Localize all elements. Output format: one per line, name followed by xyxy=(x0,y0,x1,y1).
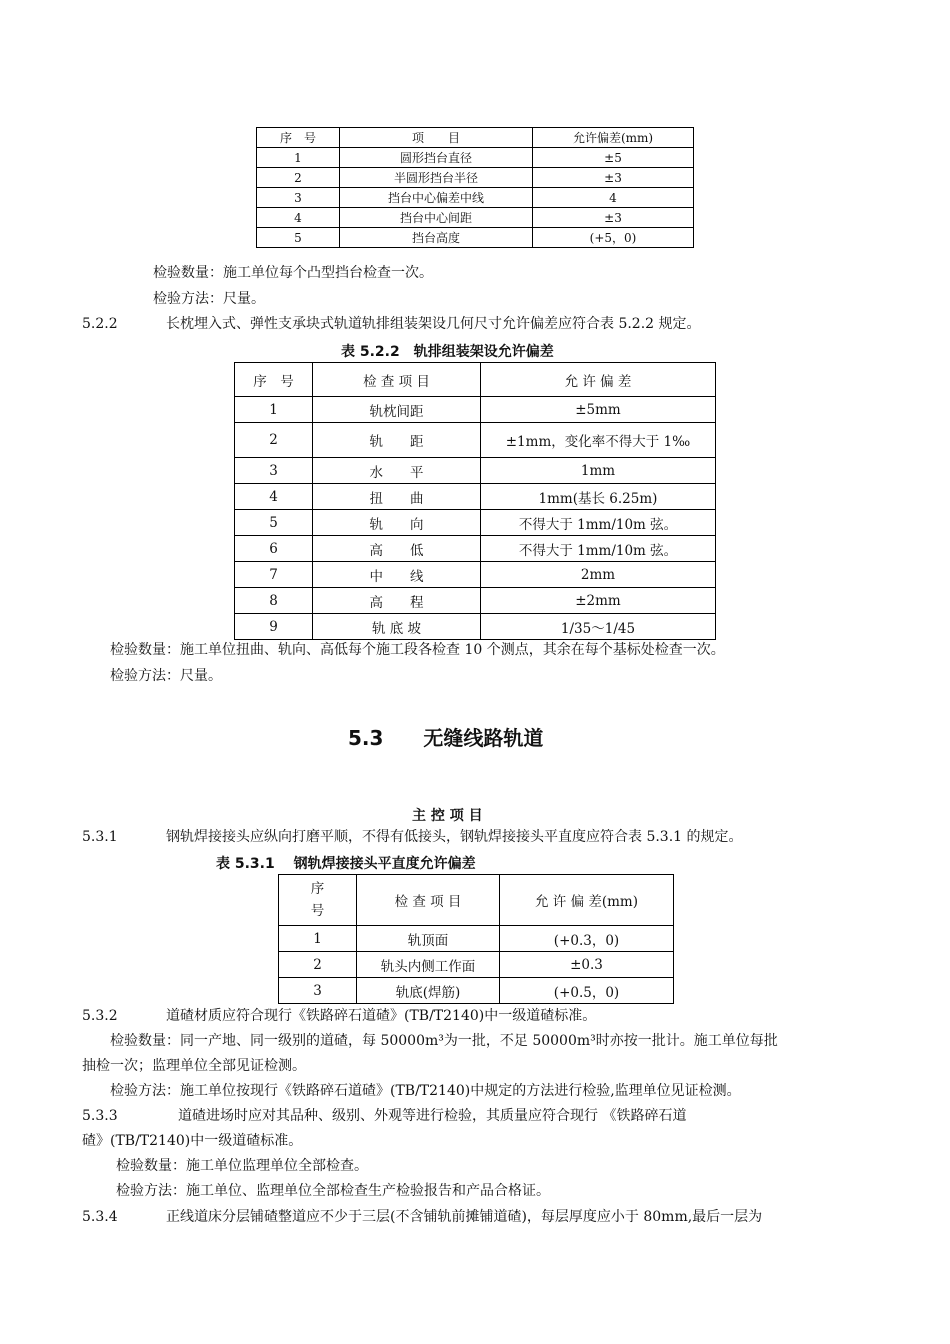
cell: 3 xyxy=(235,458,313,484)
cell: 半圆形挡台半径 xyxy=(340,168,533,188)
cell: ±1mm，变化率不得大于 1‰ xyxy=(481,423,716,458)
header-cell xyxy=(279,875,357,926)
cell: 轨 距 xyxy=(313,423,481,458)
cell: 4 xyxy=(257,208,340,228)
cell: 1mm xyxy=(481,458,716,484)
cell: 9 xyxy=(235,614,313,640)
clause-number: 5.3.4 xyxy=(82,1209,118,1225)
table-row xyxy=(257,208,694,228)
header-cell: 允 许 偏 差(mm) xyxy=(500,875,674,926)
clause-number: 5.3.3 xyxy=(82,1108,118,1124)
header-cell: 序 号 xyxy=(257,128,340,148)
cell: 轨 向 xyxy=(313,510,481,536)
cell: 扭 曲 xyxy=(313,484,481,510)
cell: 2 xyxy=(235,423,313,458)
cell: 中 线 xyxy=(313,562,481,588)
cell: (+5，0) xyxy=(533,228,694,248)
cell: (+0.5，0) xyxy=(500,978,674,1004)
cell: 1 xyxy=(279,926,357,952)
section-title: 5.3 无缝线路轨道 xyxy=(348,726,544,750)
table-row xyxy=(257,168,694,188)
header-cell: 检 查 项 目 xyxy=(357,875,500,926)
cell: (+0.3，0) xyxy=(500,926,674,952)
inspection-quantity: 检验数量：施工单位每个凸型挡台检查一次。 xyxy=(153,265,433,281)
cell: ±3 xyxy=(533,168,694,188)
cell: 1mm(基长 6.25m) xyxy=(481,484,716,510)
table-retaining-tolerance xyxy=(256,127,694,248)
table-header-row xyxy=(279,875,674,926)
clause-number: 5.2.2 xyxy=(82,316,118,332)
clause-text: 正线道床分层铺碴整道应不少于三层(不含铺轨前摊铺道碴)，每层厚度应小于 80mm,最后一层为 xyxy=(166,1209,763,1225)
clause-text: 长枕埋入式、弹性支承块式轨道轨排组装架设几何尺寸允许偏差应符合表 5.2.2 规定。 xyxy=(166,316,701,332)
cell: 8 xyxy=(235,588,313,614)
cell: 不得大于 1mm/10m 弦。 xyxy=(481,536,716,562)
table-row xyxy=(235,588,716,614)
clause-text: 道碴进场时应对其品种、级别、外观等进行检验，其质量应符合现行 《铁路碎石道 xyxy=(178,1108,687,1124)
table-header-row xyxy=(257,128,694,148)
inspection-method: 检验方法：尺量。 xyxy=(153,291,265,307)
table-row xyxy=(235,484,716,510)
clause-number: 5.3.1 xyxy=(82,829,118,845)
clause-5-3-1 xyxy=(82,828,743,846)
table-row xyxy=(279,978,674,1004)
cell: 挡台中心偏差中线 xyxy=(340,188,533,208)
cell: 水 平 xyxy=(313,458,481,484)
clause-number: 5.3.2 xyxy=(82,1008,118,1024)
table-row xyxy=(235,423,716,458)
cell: 2 xyxy=(257,168,340,188)
table-track-panel-tolerance xyxy=(234,362,716,640)
cell: 1 xyxy=(235,397,313,423)
table-row xyxy=(235,510,716,536)
cell: 1/35～1/45 xyxy=(481,614,716,640)
cell: 4 xyxy=(235,484,313,510)
cell: 3 xyxy=(279,978,357,1004)
table-row xyxy=(235,458,716,484)
subheading: 主 控 项 目 xyxy=(412,808,483,824)
inspection-quantity: 检验数量：施工单位扭曲、轨向、高低每个施工段各检查 10 个测点，其余在每个基标处检查一次。 xyxy=(110,642,725,658)
inspection-method: 检验方法：尺量。 xyxy=(110,668,222,684)
cell: 2 xyxy=(279,952,357,978)
cell: ±2mm xyxy=(481,588,716,614)
table-caption: 表 5.3.1 钢轨焊接接头平直度允许偏差 xyxy=(216,856,476,872)
clause-5-2-2 xyxy=(82,315,701,333)
cell: 圆形挡台直径 xyxy=(340,148,533,168)
table-weld-flatness-tolerance xyxy=(278,874,674,1004)
cell: 不得大于 1mm/10m 弦。 xyxy=(481,510,716,536)
cell: 轨 底 坡 xyxy=(313,614,481,640)
table-row xyxy=(257,228,694,248)
inspection-method: 检验方法：施工单位按现行《铁路碎石道碴》(TB/T2140)中规定的方法进行检验,监理单位见证检测。 xyxy=(110,1083,741,1099)
table-row xyxy=(235,536,716,562)
cell: ±5mm xyxy=(481,397,716,423)
cell: 7 xyxy=(235,562,313,588)
header-cell: 项 目 xyxy=(340,128,533,148)
cell: 3 xyxy=(257,188,340,208)
cell: 5 xyxy=(235,510,313,536)
table-caption: 表 5.2.2 轨排组装架设允许偏差 xyxy=(341,344,554,360)
table-row xyxy=(279,926,674,952)
cell: 5 xyxy=(257,228,340,248)
table-row xyxy=(279,952,674,978)
cell: 高 低 xyxy=(313,536,481,562)
cell: 高 程 xyxy=(313,588,481,614)
header-no-part1: 序 xyxy=(310,881,325,897)
cell: ±0.3 xyxy=(500,952,674,978)
clause-text: 钢轨焊接接头应纵向打磨平顺，不得有低接头，钢轨焊接接头平直度应符合表 5.3.1 的规定。 xyxy=(166,829,743,845)
clause-text: 道碴材质应符合现行《铁路碎石道碴》(TB/T2140)中一级道碴标准。 xyxy=(166,1008,597,1024)
header-cell: 序 号 xyxy=(235,363,313,397)
table-header-row xyxy=(235,363,716,397)
inspection-quantity: 检验数量：施工单位监理单位全部检查。 xyxy=(116,1158,368,1174)
inspection-quantity-cont: 抽检一次；监理单位全部见证检测。 xyxy=(82,1058,306,1074)
cell: 2mm xyxy=(481,562,716,588)
cell: 轨顶面 xyxy=(357,926,500,952)
cell: ±5 xyxy=(533,148,694,168)
clause-5-3-3-cont: 碴》(TB/T2140)中一级道碴标准。 xyxy=(82,1133,303,1149)
inspection-method: 检验方法：施工单位、监理单位全部检查生产检验报告和产品合格证。 xyxy=(116,1183,550,1199)
cell: 轨枕间距 xyxy=(313,397,481,423)
table-row xyxy=(257,188,694,208)
cell: 挡台中心间距 xyxy=(340,208,533,228)
header-no-part2: 号 xyxy=(310,903,325,919)
clause-5-3-3 xyxy=(82,1107,686,1125)
cell: 6 xyxy=(235,536,313,562)
clause-5-3-2 xyxy=(82,1007,596,1025)
cell: 4 xyxy=(533,188,694,208)
header-cell: 允 许 偏 差 xyxy=(481,363,716,397)
cell: ±3 xyxy=(533,208,694,228)
table-row xyxy=(235,614,716,640)
header-cell: 检 查 项 目 xyxy=(313,363,481,397)
cell: 挡台高度 xyxy=(340,228,533,248)
cell: 轨底(焊筋) xyxy=(357,978,500,1004)
clause-5-3-4 xyxy=(82,1208,762,1226)
inspection-quantity: 检验数量：同一产地、同一级别的道碴，每 50000m³为一批，不足 50000m³时亦按一批计。施工单位每批 xyxy=(110,1033,778,1049)
table-row xyxy=(257,148,694,168)
table-row xyxy=(235,562,716,588)
cell: 轨头内侧工作面 xyxy=(357,952,500,978)
cell: 1 xyxy=(257,148,340,168)
table-row xyxy=(235,397,716,423)
header-cell: 允许偏差(mm) xyxy=(533,128,694,148)
